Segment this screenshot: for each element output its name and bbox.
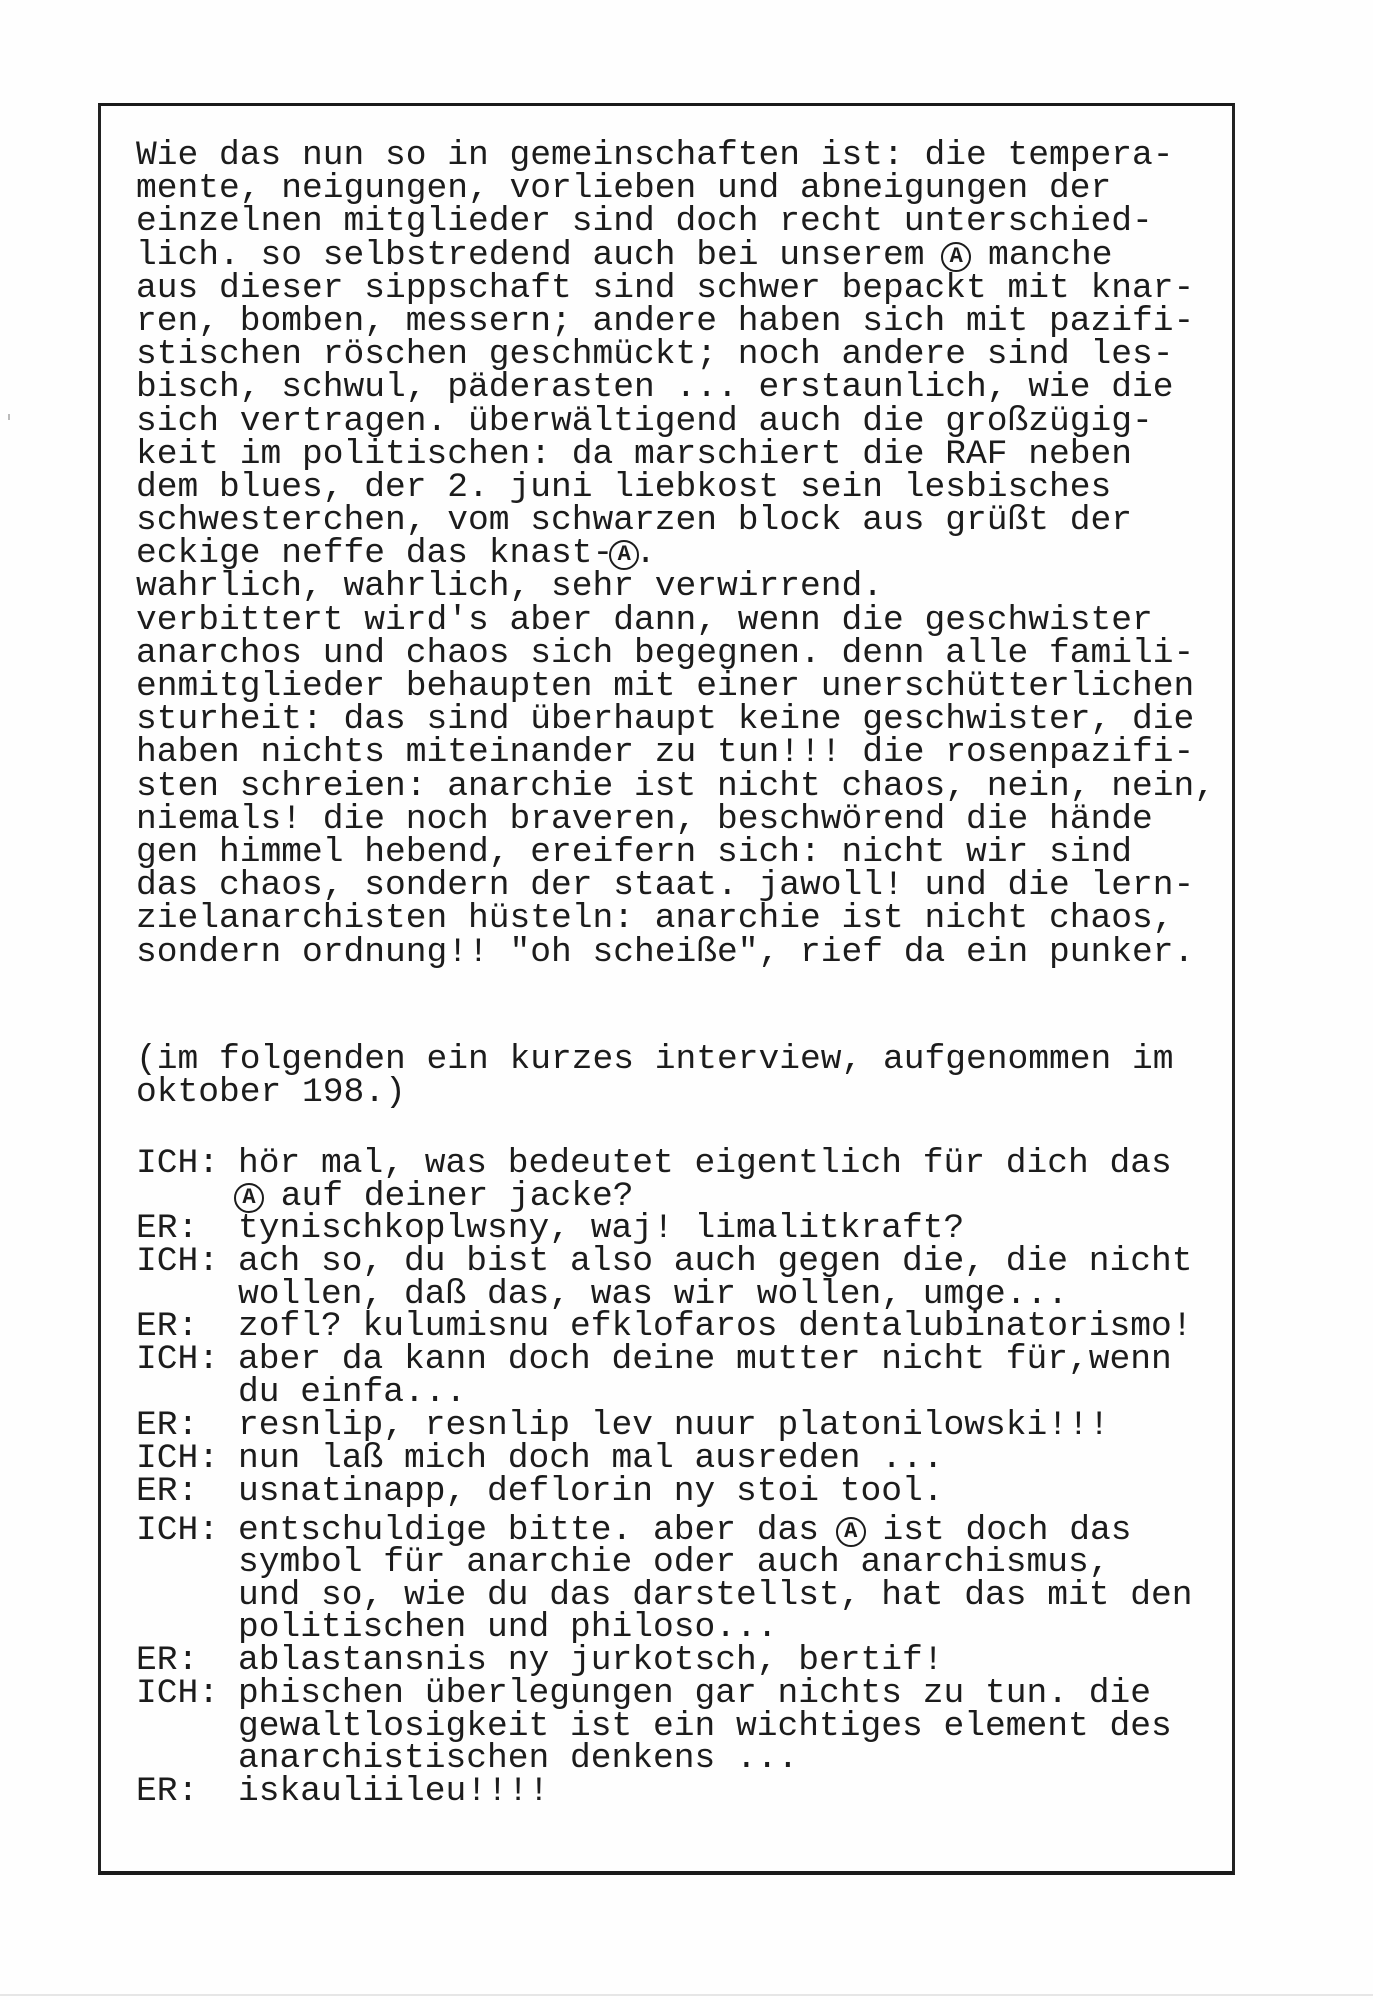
speech-line [238, 1510, 1193, 1550]
text-segment: eckige neffe das knast- [136, 534, 614, 574]
speech-text [238, 1771, 550, 1811]
speech-text [238, 1673, 1172, 1779]
text-segment: manche [967, 235, 1113, 275]
prose-line: anarchos und chaos sich begegnen. denn alle famili- [136, 633, 1195, 673]
speech-line: resnlip, resnlip lev nuur platonilowski!!! [238, 1405, 1110, 1445]
prose-line: sondern ordnung!! "oh scheiße", rief da ein punker. [136, 932, 1195, 972]
prose-line: sturheit: das sind überhaupt keine geschwister, die [136, 700, 1195, 740]
speaker-label: ICH: [136, 1673, 220, 1713]
intro-line: (im folgenden ein kurzes interview, aufgenommen im [136, 1040, 1174, 1079]
prose-line: wahrlich, wahrlich, sehr verwirrend. [136, 567, 884, 607]
speaker-label: ER: [136, 1471, 199, 1511]
circle-a-anarchy-icon: A [234, 1183, 264, 1213]
prose-line: Wie das nun so in gemeinschaften ist: die tempera- [136, 136, 1174, 175]
speech-line: hör mal, was bedeutet eigentlich für dich das [238, 1144, 1172, 1183]
prose-line: dem blues, der 2. juni liebkost sein lesbisches [136, 467, 1112, 507]
speech-line: und so, wie du das darstellst, hat das mit den [238, 1575, 1193, 1615]
prose-line: aus dieser sippschaft sind schwer bepackt mit knar- [136, 268, 1195, 308]
speech-line: anarchistischen denkens ... [238, 1739, 799, 1779]
page-edge [0, 1994, 1373, 1996]
prose-line: keit im politischen: da marschiert die RAF neben [136, 434, 1133, 474]
dialogue-turn [136, 1340, 1193, 1412]
speaker-label: ICH: [136, 1144, 220, 1183]
speaker-label: ER: [136, 1307, 199, 1347]
interview-dialogue [136, 1144, 1193, 1811]
prose-line: zielanarchisten hüsteln: anarchie ist nicht chaos, [136, 899, 1174, 939]
intro-line: oktober 198.) [136, 1073, 406, 1112]
dialogue-turn [136, 1242, 1193, 1314]
circle-a-anarchy-icon: A [941, 242, 971, 272]
prose-line: ren, bomben, messern; andere haben sich mit pazifi- [136, 301, 1195, 341]
speech-line: tynischkoplwsny, waj! limalitkraft? [238, 1209, 965, 1249]
interview-intro [136, 1040, 1174, 1112]
speech-text [238, 1209, 965, 1249]
speaker-label: ICH: [136, 1438, 220, 1478]
speech-line: symbol für anarchie oder auch anarchismus, [238, 1543, 1110, 1583]
prose-line: einzelnen mitglieder sind doch recht unterschied- [136, 202, 1153, 242]
speech-line: du einfa... [238, 1372, 467, 1412]
prose-line: niemals! die noch braveren, beschwörend die hände [136, 799, 1153, 839]
speech-line: politischen und philoso... [238, 1608, 778, 1648]
speech-text [238, 1242, 1193, 1314]
prose-block [136, 136, 1216, 972]
prose-line: sten schreien: anarchie ist nicht chaos, nein, nein, [136, 766, 1216, 806]
speaker-label: ICH: [136, 1242, 220, 1282]
speech-text [238, 1510, 1193, 1648]
dialogue-turn [136, 1307, 1193, 1347]
prose-line: sich vertragen. überwältigend auch die großzügig- [136, 401, 1153, 441]
speech-line: phischen überlegungen gar nichts zu tun. die [238, 1673, 1152, 1713]
text-segment: ist doch das [861, 1510, 1132, 1550]
margin-mark [8, 414, 10, 420]
text-segment: . [635, 534, 657, 574]
prose-line: enmitglieder behaupten mit einer unerschütterlichen [136, 667, 1195, 706]
dialogue-turn [136, 1771, 1193, 1811]
text-segment: auf deiner jacke? [260, 1176, 634, 1216]
speaker-label: ER: [136, 1405, 199, 1445]
speech-line [238, 1176, 1172, 1216]
speaker-label: ER: [136, 1771, 199, 1811]
speaker-label: ICH: [136, 1510, 220, 1550]
speech-text [238, 1438, 944, 1478]
dialogue-turn [136, 1209, 1193, 1249]
prose-line: stischen röschen geschmückt; noch andere sind les- [136, 335, 1174, 375]
prose-line: schwesterchen, vom schwarzen block aus grüßt der [136, 501, 1133, 541]
speech-text [238, 1144, 1172, 1216]
speech-text [238, 1340, 1172, 1412]
text-segment: entschuldige bitte. aber das [238, 1510, 840, 1550]
speech-line: zofl? kulumisnu efklofaros dentalubinatorismo! [238, 1307, 1193, 1347]
speech-line: nun laß mich doch mal ausreden ... [238, 1438, 944, 1478]
circle-a-anarchy-icon: A [609, 540, 639, 570]
speech-line: ach so, du bist also auch gegen die, die nicht [238, 1242, 1193, 1282]
speech-line: ablastansnis ny jurkotsch, bertif! [238, 1640, 944, 1680]
dialogue-turn [136, 1640, 1193, 1680]
prose-line: gen himmel hebend, ereifern sich: nicht wir sind [136, 832, 1133, 872]
speaker-label: ER: [136, 1640, 199, 1680]
speech-text [238, 1405, 1110, 1445]
speech-text [238, 1640, 944, 1680]
speech-line: gewaltlosigkeit ist ein wichtiges element des [238, 1706, 1172, 1746]
prose-line: verbittert wird's aber dann, wenn die geschwister [136, 600, 1153, 640]
circle-a-anarchy-icon: A [836, 1517, 866, 1547]
prose-line [136, 534, 1215, 574]
dialogue-turn [136, 1510, 1193, 1648]
dialogue-turn [136, 1144, 1193, 1216]
prose-line: das chaos, sondern der staat. jawoll! und die lern- [136, 866, 1195, 906]
speaker-label: ICH: [136, 1340, 220, 1380]
speech-line: usnatinapp, deflorin ny stoi tool. [238, 1471, 944, 1511]
speech-text [238, 1307, 1193, 1347]
speech-line: wollen, daß das, was wir wollen, umge... [238, 1274, 1069, 1314]
dialogue-turn [136, 1438, 1193, 1478]
speech-line: iskauliileu!!!! [238, 1771, 550, 1811]
dialogue-turn [136, 1471, 1193, 1511]
prose-line: haben nichts miteinander zu tun!!! die rosenpazifi- [136, 733, 1195, 773]
prose-line: mente, neigungen, vorlieben und abneigungen der [136, 169, 1112, 209]
prose-line: bisch, schwul, päderasten ... erstaunlich, wie die [136, 368, 1174, 408]
text-segment: lich. so selbstredend auch bei unserem [136, 235, 946, 275]
speaker-label: ER: [136, 1209, 199, 1249]
speech-line: aber da kann doch deine mutter nicht für,wenn [238, 1340, 1172, 1380]
prose-line [136, 235, 1215, 275]
dialogue-turn [136, 1673, 1193, 1779]
speech-text [238, 1471, 944, 1511]
dialogue-turn [136, 1405, 1193, 1445]
